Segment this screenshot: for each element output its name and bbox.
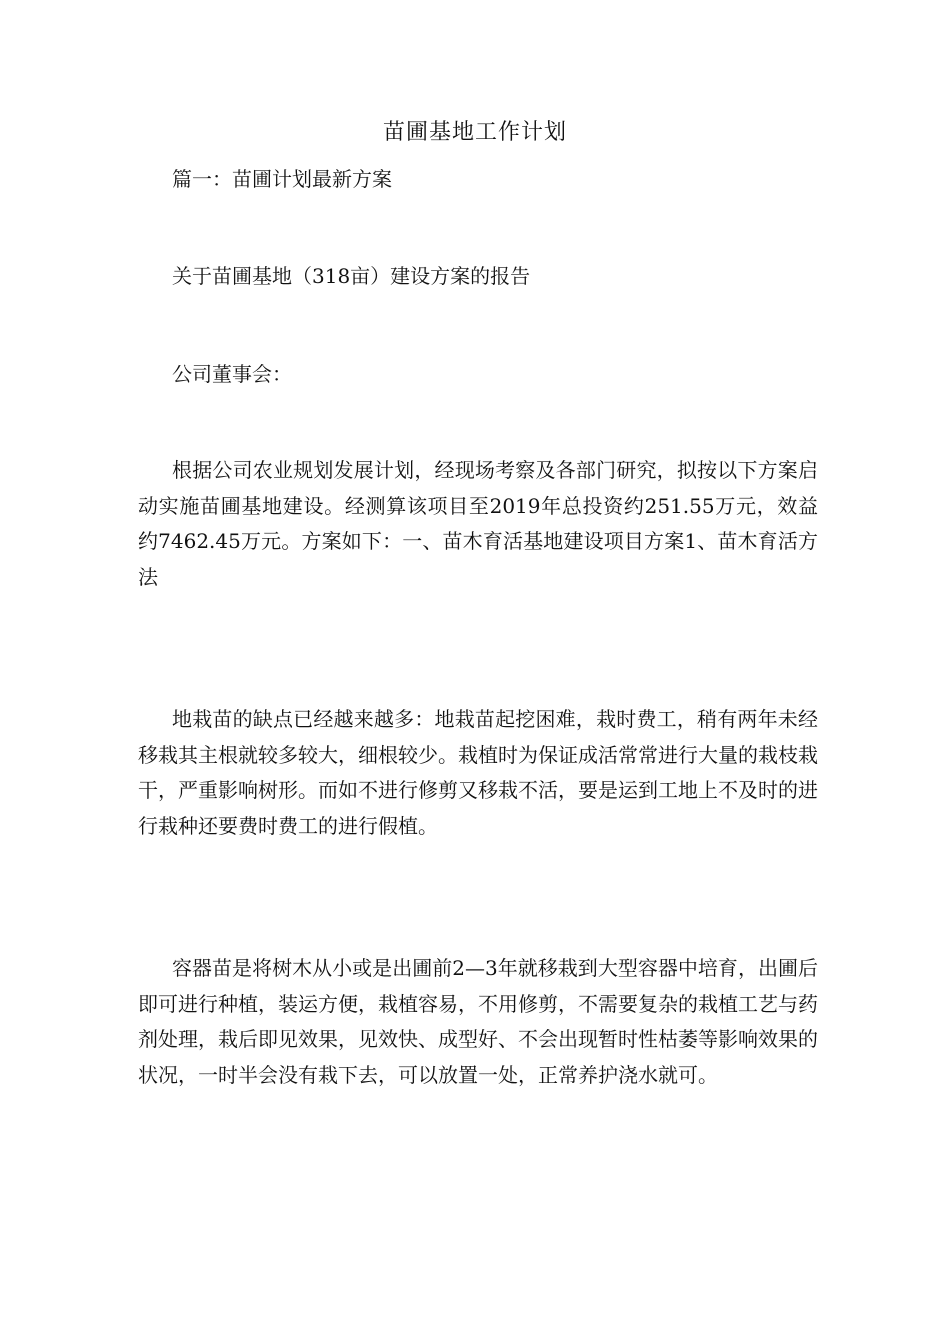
salutation: 公司董事会： bbox=[172, 362, 292, 386]
paragraph-plan-overview: 根据公司农业规划发展计划，经现场考察及各部门研究，拟按以下方案启动实施苗圃基地建设。经测算该项目至2019年总投资约251.55万元，效益约7462.45万元。方案如下：一、苗木育活基地建设项目方案1、苗木育活方法 bbox=[138, 458, 818, 589]
paragraph-ground-seedlings: 地栽苗的缺点已经越来越多：地栽苗起挖困难，栽时费工，稍有两年未经移栽其主根就较多较大，细根较少。栽植时为保证成活常常进行大量的栽枝栽干，严重影响树形。而如不进行修剪又移栽不活，要是运到工地上不及时的进行栽种还要费时费工的进行假植。 bbox=[138, 707, 818, 838]
report-title: 关于苗圃基地（318亩）建设方案的报告 bbox=[172, 264, 531, 288]
paragraph-container-seedlings: 容器苗是将树木从小或是出圃前2—3年就移栽到大型容器中培育，出圃后即可进行种植，装运方便，栽植容易，不用修剪，不需要复杂的栽植工艺与药剂处理，栽后即见效果，见效快、成型好、不会出现暂时性枯萎等影响效果的状况，一时半会没有栽下去，可以放置一处，正常养护浇水就可。 bbox=[138, 956, 818, 1087]
section-heading: 篇一：苗圃计划最新方案 bbox=[172, 167, 392, 191]
document-title: 苗圃基地工作计划 bbox=[382, 120, 567, 145]
